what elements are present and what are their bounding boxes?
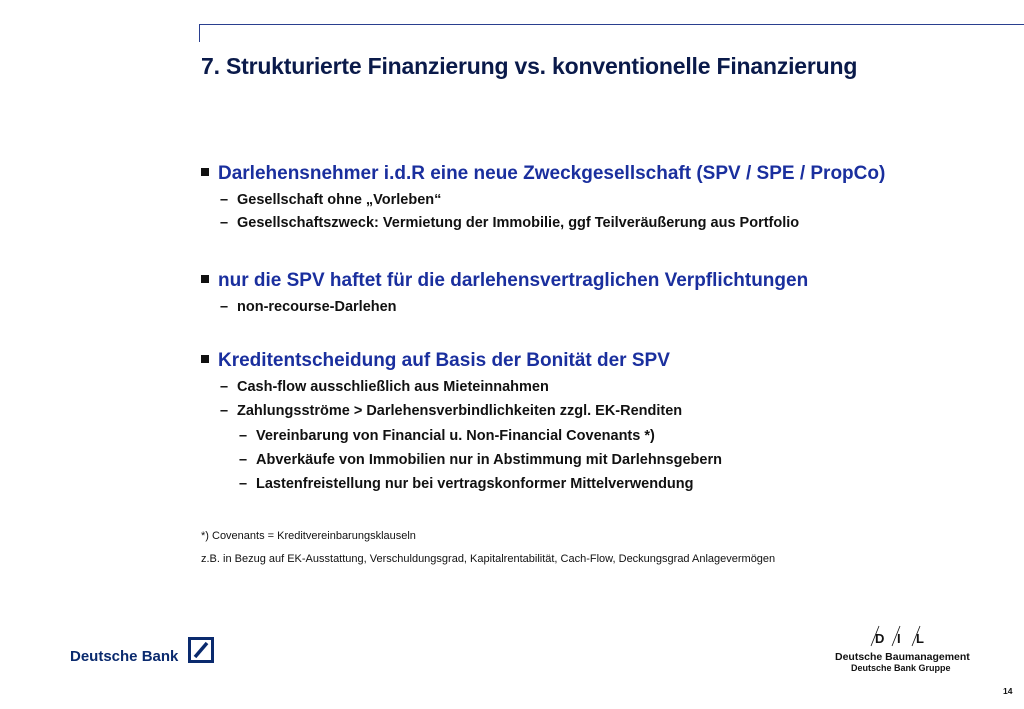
list-subitem-text: Abverkäufe von Immobilien nur in Abstimmung mit Darlehnsgebern [256,452,722,468]
bullet-heading-text: nur die SPV haftet für die darlehensvertraglichen Verpflichtungen [218,270,809,291]
list-item-text: Zahlungsströme > Darlehensverbindlichkeiten zzgl. EK-Renditen [237,403,683,419]
dash-marker: – [220,192,229,208]
dil-company-subtitle: Deutsche Bank Gruppe [851,663,951,673]
list-subitem [239,452,722,468]
dash-marker: – [220,299,229,315]
dil-logo-icon [868,624,932,648]
dash-marker: – [239,476,248,492]
list-item [220,379,549,395]
list-item [220,192,441,208]
list-subitem-text: Vereinbarung von Financial u. Non-Financial Covenants *) [256,428,655,444]
dash-marker: – [239,428,248,444]
corner-line-horizontal [199,24,1024,25]
list-item-text: non-recourse-Darlehen [237,299,397,315]
footnote-examples: z.B. in Bezug auf EK-Ausstattung, Verschuldungsgrad, Kapitalrentabilität, Cach-Flow, Deckungsgrad Anlagevermögen [201,553,776,565]
dil-letter-l: L [916,631,924,646]
dil-company-name: Deutsche Baumanagement [835,651,970,663]
bullet-heading-2 [201,270,808,292]
dash-marker: – [239,452,248,468]
list-item [220,299,397,315]
deutsche-bank-slash-icon [188,637,214,663]
square-bullet-icon [201,168,209,176]
bullet-heading-1 [201,163,885,185]
square-bullet-icon [201,275,209,283]
dil-letter-i: I [897,631,901,646]
list-subitem-text: Lastenfreistellung nur bei vertragskonformer Mittelverwendung [256,476,694,492]
dash-marker: – [220,215,229,231]
deutsche-bank-logo-text: Deutsche Bank [70,648,179,665]
dash-marker: – [220,379,229,395]
page-number: 14 [1003,686,1013,696]
bullet-heading-text: Kreditentscheidung auf Basis der Bonität der SPV [218,350,670,371]
page-title: 7. Strukturierte Finanzierung vs. konventionelle Finanzierung [201,53,858,79]
bullet-heading-text: Darlehensnehmer i.d.R eine neue Zweckgesellschaft (SPV / SPE / PropCo) [218,163,886,184]
list-item [220,215,799,231]
list-item [220,403,682,419]
square-bullet-icon [201,355,209,363]
list-subitem [239,476,694,492]
list-item-text: Gesellschaftszweck: Vermietung der Immobilie, ggf Teilveräußerung aus Portfolio [237,215,800,231]
dil-letter-d: D [875,631,885,646]
footnote-covenants: *) Covenants = Kreditvereinbarungsklauseln [201,530,416,542]
list-subitem [239,428,655,444]
corner-line-vertical [199,24,200,42]
dash-marker: – [220,403,229,419]
bullet-heading-3 [201,350,670,372]
list-item-text: Cash-flow ausschließlich aus Mieteinnahmen [237,379,549,395]
list-item-text: Gesellschaft ohne „Vorleben“ [237,192,442,208]
